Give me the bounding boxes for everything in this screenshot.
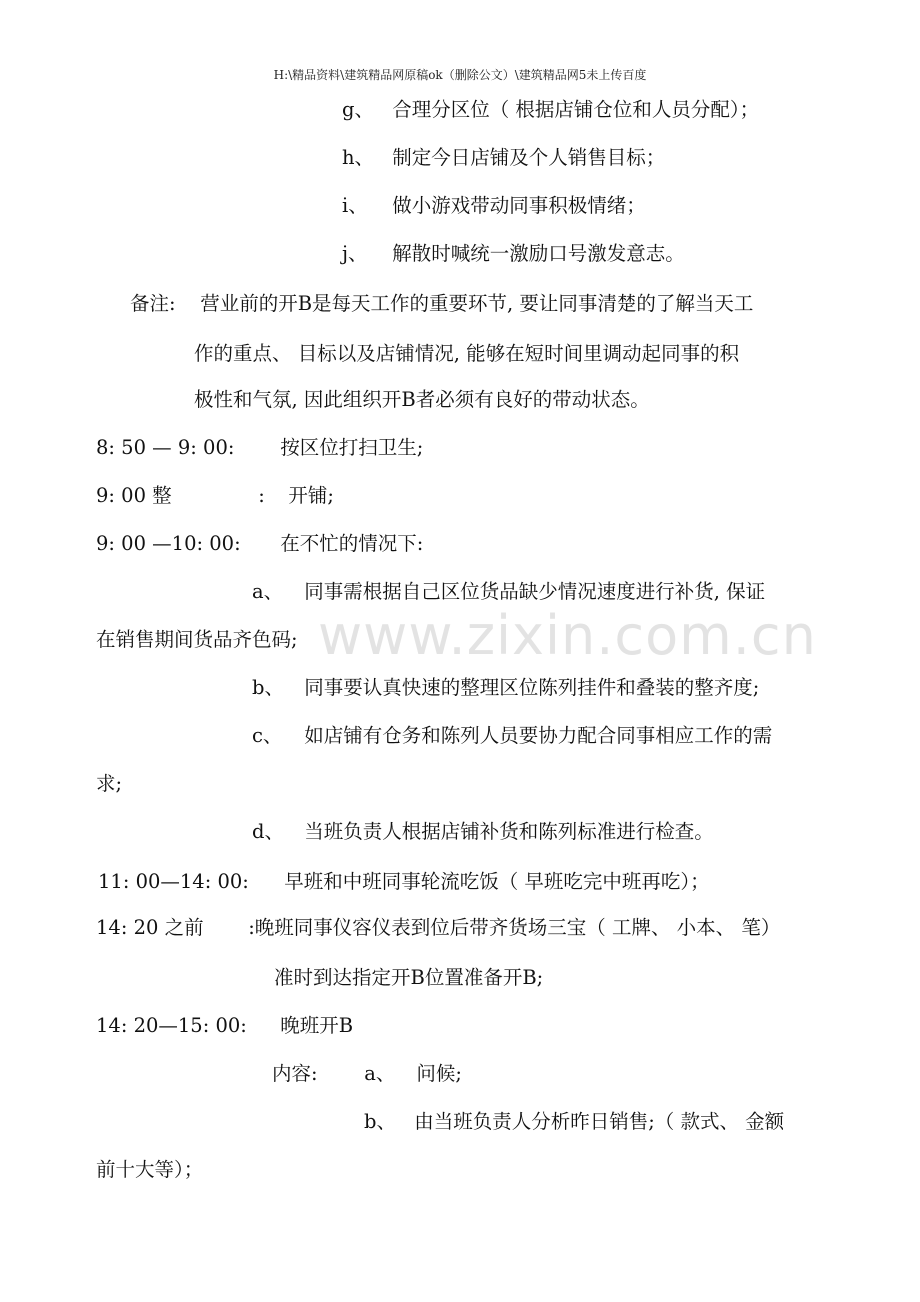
item-mark: a、 bbox=[252, 580, 284, 603]
note-line-2: 作的重点、 目标以及店铺情况, 能够在短时间里调动起同事的积 bbox=[194, 342, 740, 365]
schedule-time: 9: 00 —10: 00: bbox=[96, 532, 241, 555]
item-mark: c、 bbox=[252, 724, 283, 747]
schedule-row bbox=[96, 1014, 353, 1038]
item-continuation: 求; bbox=[96, 772, 123, 795]
item-text: 问候; bbox=[416, 1062, 462, 1085]
schedule-time: 8: 50 — 9: 00: bbox=[96, 436, 235, 459]
content-label: 内容: bbox=[272, 1062, 318, 1085]
schedule-text: 在不忙的情况下: bbox=[280, 532, 424, 555]
schedule-text: 按区位打扫卫生; bbox=[280, 436, 424, 459]
item-text: 解散时喊统一激励口号激发意志。 bbox=[392, 242, 685, 265]
list-item bbox=[252, 820, 714, 844]
schedule-row bbox=[96, 916, 780, 940]
list-item bbox=[342, 194, 646, 218]
schedule-text: 开铺; bbox=[288, 484, 334, 507]
item-text: 同事需根据自己区位货品缺少情况速度进行补货, 保证 bbox=[304, 580, 766, 603]
schedule-row bbox=[96, 484, 334, 508]
schedule-text: 早班和中班同事轮流吃饭（ 早班吃完中班再吃）； bbox=[284, 870, 710, 893]
item-continuation: 在销售期间货品齐色码; bbox=[96, 628, 298, 651]
item-text: 制定今日店铺及个人销售目标； bbox=[392, 146, 666, 169]
list-item bbox=[252, 676, 759, 700]
item-text: 同事要认真快速的整理区位陈列挂件和叠装的整齐度; bbox=[304, 676, 760, 699]
list-item bbox=[252, 724, 772, 748]
list-item bbox=[342, 146, 665, 170]
item-mark: a、 bbox=[364, 1062, 396, 1085]
schedule-time: 14: 20 之前 bbox=[96, 916, 204, 939]
schedule-time: 11: 00—14: 00: bbox=[98, 870, 249, 893]
item-text: 当班负责人根据店铺补货和陈列标准进行检查。 bbox=[304, 820, 714, 843]
item-mark: i、 bbox=[342, 194, 368, 217]
list-item bbox=[364, 1110, 784, 1134]
schedule-text: :晚班同事仪容仪表到位后带齐货场三宝（ 工牌、 小本、 笔） bbox=[248, 916, 781, 939]
item-continuation: 前十大等）； bbox=[96, 1158, 204, 1181]
list-item bbox=[342, 242, 685, 266]
item-mark: b、 bbox=[364, 1110, 396, 1133]
schedule-row bbox=[96, 436, 423, 460]
schedule-row bbox=[98, 870, 710, 894]
list-item bbox=[342, 98, 759, 122]
schedule-time: 9: 00 整 bbox=[96, 484, 172, 507]
note-line-3: 极性和气氛, 因此组织开B者必须有良好的带动状态。 bbox=[194, 388, 650, 411]
note-label: 备注: bbox=[130, 292, 176, 315]
watermark: www.zixin.com.cn bbox=[318, 604, 817, 667]
file-path-header: H:\精品资料\建筑精品网原稿ok（删除公文）\建筑精品网5未上传百度 bbox=[273, 68, 647, 82]
list-item bbox=[252, 580, 765, 604]
item-text: 合理分区位（ 根据店铺仓位和人员分配）； bbox=[392, 98, 760, 121]
item-text: 如店铺有仓务和陈列人员要协力配合同事相应工作的需 bbox=[304, 724, 773, 747]
schedule-row bbox=[96, 532, 423, 556]
item-continuation: 准时到达指定开B位置准备开B; bbox=[274, 966, 544, 989]
note-line-1: 营业前的开B是每天工作的重要环节, 要让同事清楚的了解当天工 bbox=[200, 292, 754, 315]
item-mark: g、 bbox=[342, 98, 374, 121]
schedule-text: 晚班开B bbox=[280, 1014, 354, 1037]
schedule-time: 14: 20—15: 00: bbox=[96, 1014, 247, 1037]
note-paragraph bbox=[130, 292, 753, 316]
item-text: 做小游戏带动同事积极情绪； bbox=[392, 194, 646, 217]
item-mark: b、 bbox=[252, 676, 284, 699]
content-row bbox=[272, 1062, 462, 1086]
item-text: 由当班负责人分析昨日销售;（ 款式、 金额 bbox=[414, 1110, 785, 1133]
item-mark: j、 bbox=[342, 242, 368, 265]
item-mark: d、 bbox=[252, 820, 284, 843]
schedule-separator: : bbox=[258, 484, 265, 507]
item-mark: h、 bbox=[342, 146, 375, 169]
